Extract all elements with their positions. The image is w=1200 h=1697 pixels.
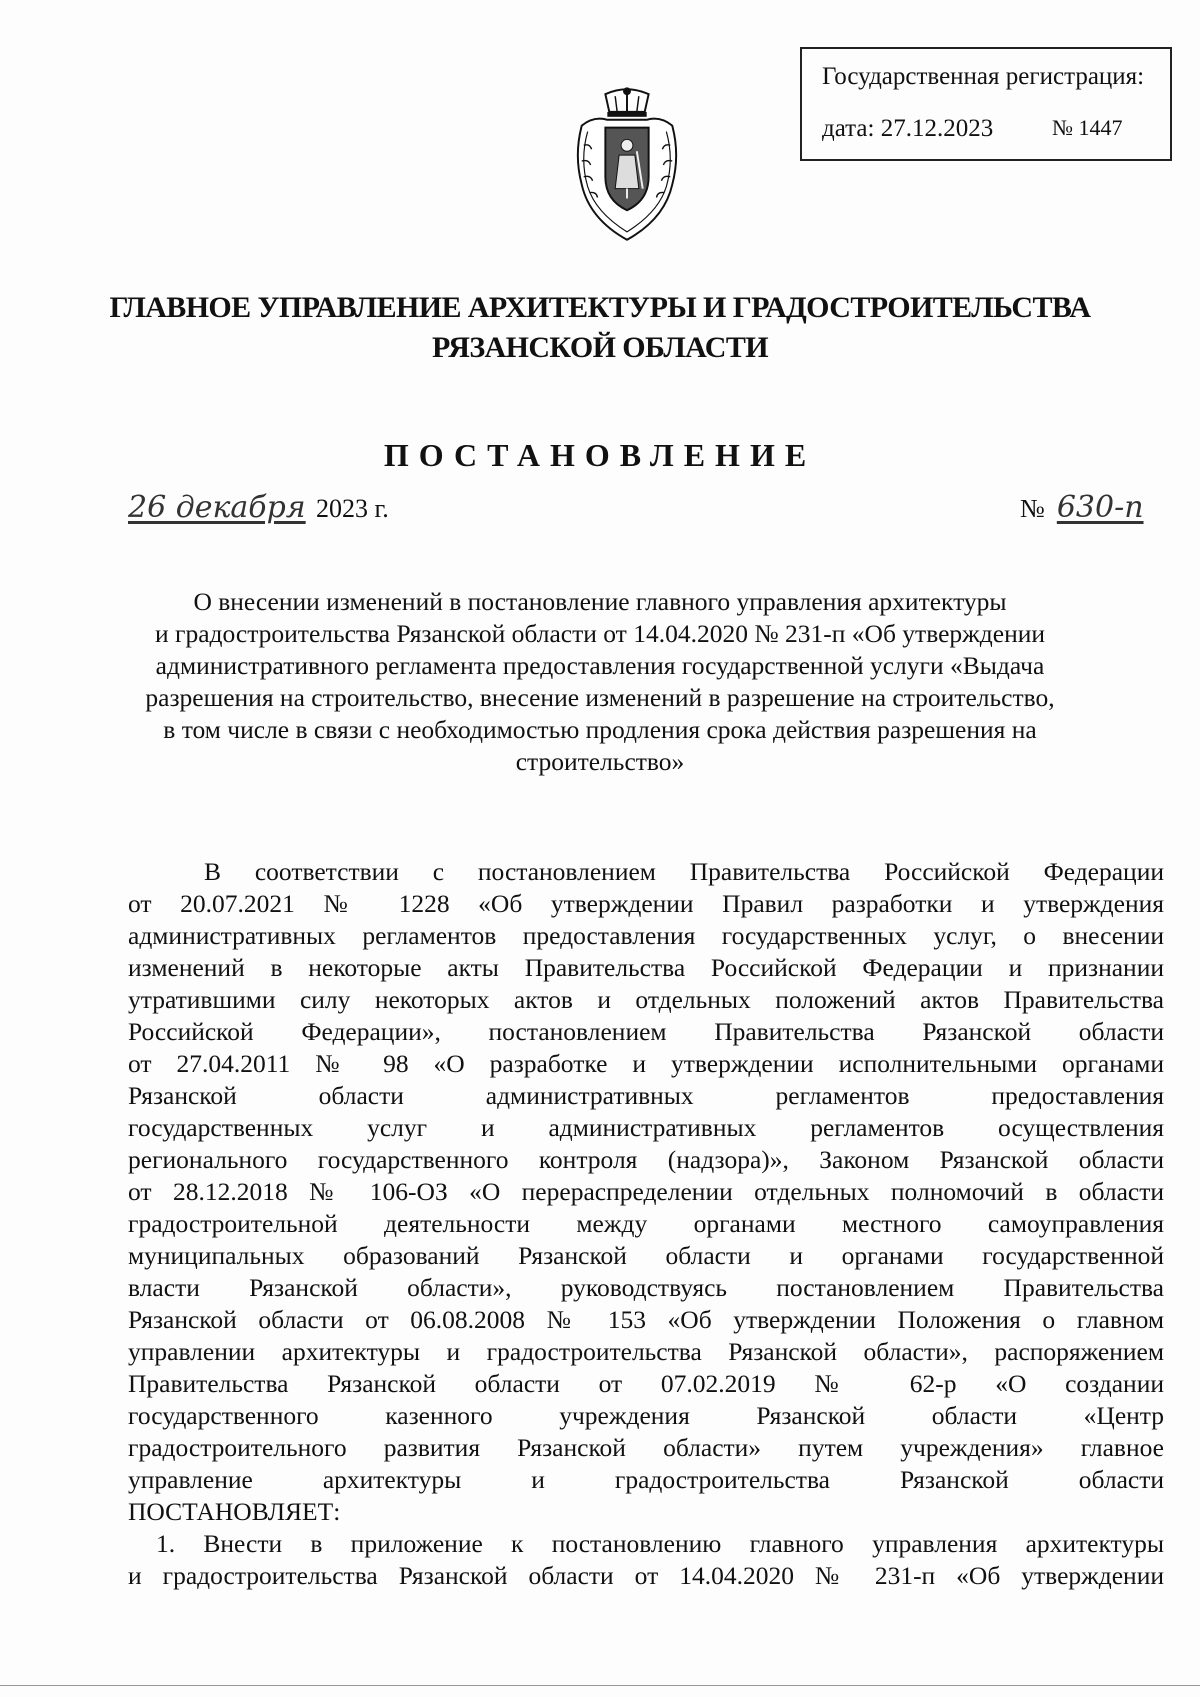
number-sign: № [1020,494,1045,523]
document-type: ПОСТАНОВЛЕНИЕ [383,437,817,473]
body-line: государственного казенного учреждения Рязанской области «Центр [128,1401,1164,1430]
body-line: регионального государственного контроля (надзора)», Законом Рязанской области [128,1145,1164,1174]
document-date [128,490,389,525]
agency-name-line: РЯЗАНСКОЙ ОБЛАСТИ [432,331,768,364]
body-line: изменений в некоторые акты Правительства Российской Федерации и признании [128,953,1164,982]
subject-line: в том числе в связи с необходимостью продления срока действия разрешения на [163,715,1037,744]
body-line: управлении архитектуры и градостроительства Рязанской области», распоряжением [128,1337,1164,1366]
subject-line: и градостроительства Рязанской области от 14.04.2020 № 231-п «Об утверждении [154,619,1046,648]
body-line: градостроительного развития Рязанской области» путем учреждения» главное [128,1433,1164,1462]
registration-number: № 1447 [1052,115,1123,140]
subject-line: разрешения на строительство, внесение изменений в разрешение на строительство, [145,683,1055,712]
body-line: административных регламентов предоставления государственных услуг, о внесении [128,921,1164,950]
agency-name [60,288,1140,368]
body-line: от 20.07.2021 № 1228 «Об утверждении Правил разработки и утверждения [128,889,1164,918]
body-line: от 27.04.2011 № 98 «О разработке и утверждении исполнительными органами [128,1049,1164,1078]
body-line: муниципальных образований Рязанской области и органами государственной [128,1241,1164,1270]
body-line: градостроительной деятельности между органами местного самоуправления [128,1209,1164,1238]
body-line: Правительства Рязанской области от 07.02.2019 № 62-р «О создании [128,1369,1164,1398]
body-line: государственных услуг и административных регламентов осуществления [128,1113,1164,1142]
body-line: Рязанской области от 06.08.2008 № 153 «Об утверждении Положения о главном [128,1305,1164,1334]
body-line: ПОСТАНОВЛЯЕТ: [128,1497,341,1526]
handwritten-date: 26 декабря [128,490,306,525]
body-line: и градостроительства Рязанской области от 14.04.2020 № 231-п «Об утверждении [128,1561,1164,1590]
subject-line: О внесении изменений в постановление главного управления архитектуры [193,587,1007,616]
registration-title: Государственная регистрация: [822,63,1145,90]
ryazan-coat-of-arms-icon [568,85,686,245]
document-subject [120,586,1080,778]
body-line: Российской Федерации», постановлением Правительства Рязанской области [128,1017,1164,1046]
subject-line: строительство» [515,747,685,776]
body-line: управление архитектуры и градостроительства Рязанской области [128,1465,1164,1494]
handwritten-number: 630-п [1056,490,1144,525]
body-line: утратившими силу некоторых актов и отдельных положений актов Правительства [128,985,1164,1014]
document-number [1020,490,1144,525]
body-line: 1. Внести в приложение к постановлению главного управления архитектуры [156,1529,1164,1558]
page-edge-divider [0,1685,1200,1686]
body-line: В соответствии с постановлением Правительства Российской Федерации [204,857,1164,886]
agency-name-line: ГЛАВНОЕ УПРАВЛЕНИЕ АРХИТЕКТУРЫ И ГРАДОСТРОИТЕЛЬСТВА [109,291,1091,324]
body-line: власти Рязанской области», руководствуясь постановлением Правительства [128,1273,1164,1302]
subject-line: административного регламента предоставления государственной услуги «Выдача [155,651,1045,680]
document-year: 2023 г. [316,494,389,523]
body-line: от 28.12.2018 № 106-ОЗ «О перераспределении отдельных полномочий в области [128,1177,1164,1206]
registration-date: дата: 27.12.2023 [822,115,994,142]
registration-stamp [800,47,1172,161]
body-line: Рязанской области административных регламентов предоставления [128,1081,1164,1110]
document-body [128,856,1164,1592]
